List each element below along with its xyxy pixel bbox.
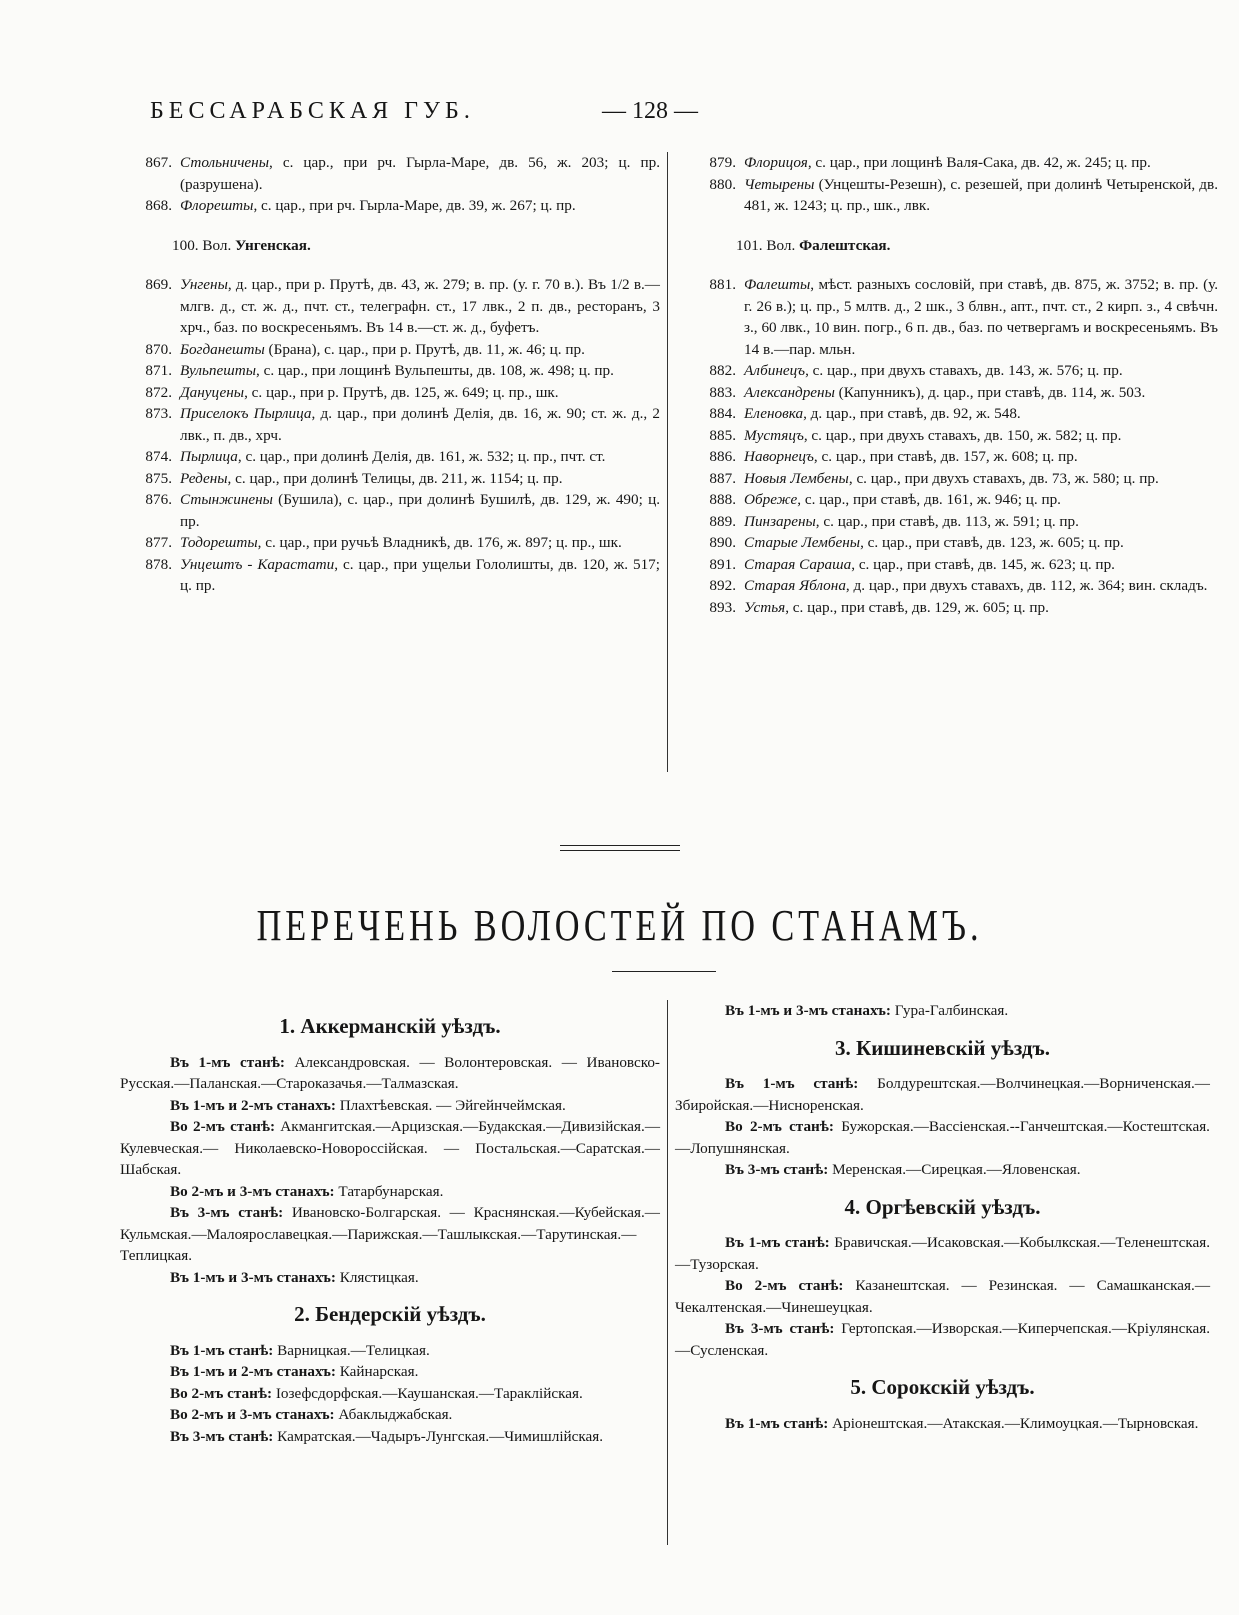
place-name: Старые Лембены bbox=[744, 534, 861, 551]
stan-label: Въ 3-мъ станѣ: bbox=[725, 1320, 835, 1337]
entry-number: 876. bbox=[145, 491, 172, 508]
place-name: Новыя Лембены bbox=[744, 469, 849, 487]
stan-paragraph bbox=[675, 1159, 1210, 1181]
entry-number: 888. bbox=[709, 491, 736, 508]
place-entry bbox=[684, 597, 1218, 619]
column-divider bbox=[667, 152, 668, 772]
place-entry bbox=[684, 152, 1218, 174]
place-name: Вульпешты bbox=[180, 362, 256, 379]
uezd-soroki-paras bbox=[675, 1413, 1210, 1435]
column-divider-lower bbox=[667, 1000, 668, 1545]
place-entry bbox=[684, 532, 1218, 554]
place-name: Старая Сараша bbox=[744, 555, 852, 573]
entry-number: 886. bbox=[709, 448, 736, 465]
entry-number: 879. bbox=[709, 154, 736, 171]
entry-text bbox=[744, 152, 1218, 174]
entry-text bbox=[744, 274, 1218, 360]
volost-list: Татарбунарская. bbox=[334, 1182, 444, 1200]
entry-text bbox=[180, 554, 660, 597]
stan-paragraph bbox=[675, 1116, 1210, 1159]
uezd-akkerman-paras bbox=[120, 1052, 660, 1289]
place-entry bbox=[684, 174, 1218, 217]
place-name: Обреже bbox=[744, 491, 798, 508]
stan-paragraph bbox=[120, 1340, 660, 1362]
volost-list: Бравичская.—Исаковская.—Кобылкская.—Теленештская.—Тузорская. bbox=[675, 1234, 1210, 1273]
entry-number: 884. bbox=[709, 405, 736, 422]
place-details: , с. цар., при двухъ ставахъ, дв. 150, ж. 582; ц. пр. bbox=[803, 426, 1122, 444]
place-details: , с. цар., при р. Прутѣ, дв. 125, ж. 649; ц. пр., шк. bbox=[244, 383, 559, 401]
place-details: (Бушила), с. цар., при долинѣ Бушилѣ, дв. 129, ж. 490; ц. пр. bbox=[180, 491, 660, 530]
volost-list: Плахтѣевская. — Эйгейнчеймская. bbox=[335, 1096, 566, 1114]
entry-text bbox=[744, 597, 1218, 619]
stan-label: Въ 3-мъ станѣ: bbox=[170, 1427, 274, 1445]
stan-label: Въ 1-мъ и 2-мъ станахъ: bbox=[170, 1363, 336, 1380]
stan-label: Въ 1-мъ станѣ: bbox=[170, 1341, 274, 1359]
uezd-title-orgeev: 4. Оргѣевскій уѣздъ. bbox=[844, 1194, 1041, 1219]
place-details: , с. цар., при рч. Гырла-Маре, дв. 39, ж. 267; ц. пр. bbox=[253, 197, 576, 214]
place-name: Александрены bbox=[744, 383, 835, 401]
place-name: Фалешты bbox=[744, 276, 811, 293]
place-details: , с. цар., при ручьѣ Владникѣ, дв. 176, ж. 897; ц. пр., шк. bbox=[257, 534, 622, 551]
stan-paragraph bbox=[120, 1202, 660, 1267]
entry-text bbox=[744, 360, 1218, 382]
volost-name: Фалештская. bbox=[799, 236, 891, 254]
place-details: (Капунникъ), д. цар., при ставѣ, дв. 114, ж. 503. bbox=[834, 383, 1146, 401]
place-details: , д. цар., при ставѣ, дв. 92, ж. 548. bbox=[803, 405, 1021, 422]
stan-paragraph bbox=[120, 1383, 660, 1405]
stan-paragraph bbox=[675, 1073, 1210, 1116]
place-name: Мустяцъ bbox=[744, 426, 804, 444]
stan-paragraph bbox=[120, 1361, 660, 1383]
stan-paragraph bbox=[675, 1232, 1210, 1275]
stan-label: Во 2-мъ станѣ: bbox=[725, 1277, 844, 1294]
place-entry bbox=[120, 152, 660, 195]
entry-text bbox=[744, 554, 1218, 576]
entry-text bbox=[180, 195, 660, 217]
entry-text bbox=[744, 425, 1218, 447]
volost-heading-100 bbox=[172, 235, 660, 257]
place-details: , с. цар., при ставѣ, дв. 129, ж. 605; ц. пр. bbox=[785, 598, 1049, 616]
place-entry bbox=[120, 195, 660, 217]
stan-paragraph bbox=[120, 1052, 660, 1095]
entry-text bbox=[180, 274, 660, 339]
place-name: Приселокъ Пырлица bbox=[180, 405, 312, 422]
entries-volost-100 bbox=[120, 274, 660, 597]
stan-label: Въ 1-мъ станѣ: bbox=[725, 1075, 859, 1092]
volost-list: Кайнарская. bbox=[335, 1363, 419, 1380]
section-title: ПЕРЕЧЕНЬ ВОЛОСТЕЙ ПО СТАНАМЪ. bbox=[256, 901, 983, 950]
place-entry bbox=[684, 274, 1218, 360]
stan-paragraph bbox=[120, 1181, 660, 1203]
entry-number: 873. bbox=[145, 405, 172, 422]
volost-heading-101 bbox=[736, 235, 1218, 257]
uezd-kishinev-paras bbox=[675, 1073, 1210, 1181]
entry-text bbox=[180, 382, 660, 404]
place-entry bbox=[684, 468, 1218, 490]
stan-label: Въ 1-мъ и 3-мъ станахъ: bbox=[725, 1002, 891, 1019]
place-name: Еленовка bbox=[744, 405, 804, 422]
place-name: Албинецъ bbox=[744, 362, 806, 379]
entry-text bbox=[744, 174, 1218, 217]
uezd-title-bender: 2. Бендерскій уѣздъ. bbox=[294, 1302, 486, 1326]
volost-list: Акмангитская.—Арцизская.—Будакская.—Дивизійская.—Кулевческая.— Николаевско-Новороссійская. — Постальская.—Саратская.—Шабская. bbox=[120, 1118, 661, 1178]
volost-list: Аріонештская.—Атакская.—Климоуцкая.—Тырновская. bbox=[828, 1414, 1199, 1432]
place-name: Наворнецъ bbox=[744, 448, 814, 465]
volost-list: Абаклыджабская. bbox=[334, 1406, 453, 1423]
place-entry bbox=[684, 360, 1218, 382]
entry-number: 883. bbox=[709, 383, 736, 401]
stan-label: Во 2-мъ станѣ: bbox=[725, 1118, 834, 1135]
place-details: , с. цар., при двухъ ставахъ, дв. 143, ж. 576; ц. пр. bbox=[805, 362, 1123, 379]
volost-label: Вол. bbox=[202, 236, 232, 254]
volost-number: 101. bbox=[736, 236, 763, 254]
place-details: , с. цар., при лощинѣ Валя-Сака, дв. 42, ж. 245; ц. пр. bbox=[807, 154, 1151, 171]
place-details: , с. цар., при долинѣ Делія, дв. 161, ж. 532; ц. пр., пчт. ст. bbox=[237, 448, 606, 465]
stan-label: Въ 3-мъ станѣ: bbox=[725, 1161, 829, 1178]
place-entry bbox=[684, 511, 1218, 533]
entry-text bbox=[180, 468, 660, 490]
left-column bbox=[120, 152, 660, 597]
volost-list: Варницкая.—Телицкая. bbox=[273, 1341, 430, 1359]
stan-label: Въ 1-мъ и 2-мъ станахъ: bbox=[170, 1096, 336, 1114]
entry-number: 874. bbox=[145, 448, 172, 465]
entry-number: 868. bbox=[145, 197, 172, 214]
volost-list: Камратская.—Чадыръ-Лунгская.—Чимишлійская. bbox=[273, 1427, 604, 1445]
entry-number: 872. bbox=[145, 383, 172, 401]
running-title: БЕССАРАБСКАЯ ГУБ. bbox=[150, 98, 475, 124]
volost-list: Ивановско-Болгарская. — Краснянская.—Кубейская.—Кульмская.—Малоярославецкая.—Парижская.—Ташлыкская.—Тарутинская.—Теплицкая. bbox=[120, 1204, 660, 1264]
place-name: Устья bbox=[744, 598, 786, 616]
stan-label: Въ 1-мъ станѣ: bbox=[725, 1414, 829, 1432]
stan-paragraph bbox=[120, 1116, 660, 1181]
volost-label: Вол. bbox=[766, 236, 796, 254]
place-name: Богданешты bbox=[180, 340, 265, 358]
entry-text bbox=[744, 446, 1218, 468]
entry-text bbox=[180, 152, 660, 195]
entry-number: 869. bbox=[145, 276, 172, 293]
volost-list: Гура-Галбинская. bbox=[890, 1002, 1009, 1019]
stan-label: Въ 1-мъ и 3-мъ станахъ: bbox=[170, 1268, 336, 1286]
entry-number: 882. bbox=[709, 362, 736, 379]
place-name: Стольничены bbox=[180, 154, 269, 171]
place-entry bbox=[120, 446, 660, 468]
place-details: , с. цар., при ставѣ, дв. 157, ж. 608; ц. пр. bbox=[813, 448, 1078, 465]
stan-paragraph bbox=[675, 1275, 1210, 1318]
place-name: Редены bbox=[180, 469, 228, 487]
entry-number: 889. bbox=[709, 512, 736, 530]
entry-number: 893. bbox=[709, 598, 736, 616]
stan-paragraph bbox=[120, 1426, 660, 1448]
place-entry bbox=[120, 532, 660, 554]
stan-paragraph bbox=[675, 1413, 1210, 1435]
entry-number: 880. bbox=[709, 175, 736, 193]
entry-number: 867. bbox=[145, 154, 172, 171]
place-entry bbox=[684, 575, 1218, 597]
volost-number: 100. bbox=[172, 236, 199, 254]
volost-list: Бужорская.—Вассіенская.--Ганчештская.—Костештская.—Лопушнянская. bbox=[675, 1118, 1210, 1157]
entry-number: 878. bbox=[145, 555, 172, 573]
volost-list: Гертопская.—Изворская.—Киперчепская.—Кріулянская.—Сусленская. bbox=[675, 1320, 1210, 1359]
place-details: , д. цар., при долинѣ Делія, дв. 16, ж. 90; ст. ж. д., 2 лвк., п. дв., хрч. bbox=[180, 405, 660, 444]
place-name: Унцештъ - Карастати bbox=[180, 555, 335, 573]
entry-number: 891. bbox=[709, 555, 736, 573]
stan-label: Въ 1-мъ станѣ: bbox=[725, 1234, 830, 1251]
place-details: (Брана), с. цар., при р. Прутѣ, дв. 11, ж. 46; ц. пр. bbox=[264, 340, 585, 358]
place-entry bbox=[120, 274, 660, 339]
place-entry bbox=[684, 489, 1218, 511]
place-entry bbox=[120, 360, 660, 382]
place-details: (Унцешты-Резешн), с. резешей, при долинѣ Четыренской, дв. 481, ж. 1243; ц. пр., шк., лвк. bbox=[744, 175, 1218, 214]
stan-label: Въ 1-мъ станѣ: bbox=[170, 1053, 285, 1071]
entry-text bbox=[180, 532, 660, 554]
stan-label: Во 2-мъ и 3-мъ станахъ: bbox=[170, 1406, 335, 1423]
lower-left-column bbox=[120, 1000, 660, 1447]
entry-number: 885. bbox=[709, 426, 736, 444]
stan-label: Въ 3-мъ станѣ: bbox=[170, 1204, 284, 1221]
right-column bbox=[684, 152, 1218, 618]
place-details: , с. цар., при ущельи Гололишты, дв. 120, ж. 517; ц. пр. bbox=[180, 555, 660, 594]
place-details: , мѣст. разныхъ сословій, при ставѣ, дв. 875, ж. 3752; в. пр. (у. г. 26 в.); ц. пр., 5 млтв. д., 2 шк., 3 блвн., апт., пчт. ст., 2 кирп. з., 4 свѣчн. з., 60 лвк., 10 вин. погр., 6 п. дв., баз. по четвергамъ и воскресеньямъ. Въ 14 в.—пар. мльн. bbox=[744, 276, 1218, 358]
place-name: Дануцены bbox=[180, 383, 245, 401]
entry-number: 877. bbox=[145, 534, 172, 551]
place-name: Тодорешты bbox=[180, 534, 258, 551]
stan-label: Во 2-мъ станѣ: bbox=[170, 1118, 276, 1135]
entries-before-volost-101 bbox=[684, 152, 1218, 217]
place-name: Флорешты bbox=[180, 197, 254, 214]
place-entry bbox=[120, 489, 660, 532]
volost-list: Іозефсдорфская.—Каушанская.—Тараклійская. bbox=[272, 1384, 583, 1402]
uezd-title-akkerman: 1. Аккерманскій уѣздъ. bbox=[279, 1014, 501, 1038]
place-details: , с. цар., при лощинѣ Вульпешты, дв. 108, ж. 498; ц. пр. bbox=[255, 362, 614, 379]
place-name: Стынжинены bbox=[180, 491, 273, 508]
place-name: Пырлица bbox=[180, 448, 238, 465]
lower-right-column bbox=[675, 1000, 1210, 1434]
stan-label: Во 2-мъ и 3-мъ станахъ: bbox=[170, 1182, 335, 1200]
stan-paragraph bbox=[120, 1267, 660, 1289]
entry-number: 887. bbox=[709, 469, 736, 487]
entry-text bbox=[180, 339, 660, 361]
place-entry bbox=[684, 446, 1218, 468]
place-entry bbox=[120, 339, 660, 361]
entries-before-volost-100 bbox=[120, 152, 660, 217]
place-name: Флорицоя bbox=[744, 154, 808, 171]
volost-list: Клястицкая. bbox=[335, 1268, 419, 1286]
place-details: , с. цар., при двухъ ставахъ, дв. 73, ж. 580; ц. пр. bbox=[848, 469, 1159, 487]
entry-number: 890. bbox=[709, 534, 736, 551]
place-name: Унгены bbox=[180, 276, 228, 293]
volost-list: Александровская. — Волонтеровская. — Ивановско-Русская.—Паланская.—Староказачья.—Талмазская. bbox=[120, 1053, 660, 1092]
stan-paragraph bbox=[675, 1318, 1210, 1361]
entry-text bbox=[744, 511, 1218, 533]
place-entry bbox=[120, 554, 660, 597]
entry-text bbox=[744, 403, 1218, 425]
volost-list: Болдурештская.—Волчинецкая.—Ворниченская.—Збиройская.—Нисноренская. bbox=[675, 1075, 1210, 1114]
place-details: , д. цар., при двухъ ставахъ, дв. 112, ж. 364; вин. складъ. bbox=[845, 577, 1208, 594]
volost-list: Меренская.—Сирецкая.—Яловенская. bbox=[828, 1161, 1081, 1178]
place-entry bbox=[120, 403, 660, 446]
stan-paragraph bbox=[120, 1404, 660, 1426]
title-underline bbox=[612, 971, 716, 972]
entry-text bbox=[744, 468, 1218, 490]
uezd-title-kishinev: 3. Кишиневскій уѣздъ. bbox=[834, 1035, 1051, 1060]
uezd-bender-paras bbox=[120, 1340, 660, 1448]
place-name: Четырены bbox=[744, 175, 815, 193]
place-entry bbox=[120, 382, 660, 404]
place-entry bbox=[684, 403, 1218, 425]
place-details: , с. цар., при рч. Гырла-Маре, дв. 56, ж. 203; ц. пр. (разрушена). bbox=[180, 154, 660, 193]
place-details: , с. цар., при долинѣ Телицы, дв. 211, ж. 1154; ц. пр. bbox=[227, 469, 563, 487]
entry-text bbox=[180, 403, 660, 446]
uezd-orgeev-paras bbox=[675, 1232, 1210, 1361]
entry-text bbox=[744, 382, 1218, 404]
entry-text bbox=[744, 532, 1218, 554]
entry-text bbox=[744, 489, 1218, 511]
place-name: Пинзарены bbox=[744, 512, 816, 530]
place-name: Старая Яблона bbox=[744, 577, 846, 594]
place-details: , с. цар., при ставѣ, дв. 145, ж. 623; ц. пр. bbox=[851, 555, 1115, 573]
page-header bbox=[150, 98, 1210, 130]
entry-text bbox=[744, 575, 1218, 597]
place-details: , д. цар., при р. Прутѣ, дв. 43, ж. 279; в. пр. (у. г. 70 в.). Въ 1/2 в.—млгв. д., ст. ж. д., пчт. ст., телеграфн. ст., 17 лвк., 2 п. дв., ресторанъ, 3 хрч., баз. по воскресеньямъ. Въ 14 в.—ст. ж. д., буфетъ. bbox=[180, 276, 660, 336]
place-entry bbox=[684, 425, 1218, 447]
entry-number: 875. bbox=[145, 469, 172, 487]
entry-number: 871. bbox=[145, 362, 172, 379]
place-entry bbox=[684, 382, 1218, 404]
entry-text bbox=[180, 360, 660, 382]
place-details: , с. цар., при ставѣ, дв. 123, ж. 605; ц. пр. bbox=[860, 534, 1124, 551]
double-rule bbox=[560, 845, 680, 851]
volost-name: Унгенская. bbox=[235, 236, 311, 254]
place-entry bbox=[120, 468, 660, 490]
entries-volost-101 bbox=[684, 274, 1218, 618]
page-number: — 128 — bbox=[602, 98, 698, 124]
entry-number: 870. bbox=[145, 340, 172, 358]
place-details: , с. цар., при ставѣ, дв. 113, ж. 591; ц. пр. bbox=[815, 512, 1079, 530]
stan-label: Во 2-мъ станѣ: bbox=[170, 1384, 273, 1402]
place-details: , с. цар., при ставѣ, дв. 161, ж. 946; ц. пр. bbox=[797, 491, 1061, 508]
stan-paragraph bbox=[120, 1095, 660, 1117]
uezd-title-soroki: 5. Сорокскій уѣздъ. bbox=[850, 1375, 1035, 1399]
entry-text bbox=[180, 446, 660, 468]
volost-list: Казанештская. — Резинская. — Самашканская.—Чекалтенская.—Чинешеуцкая. bbox=[675, 1277, 1211, 1316]
entry-text bbox=[180, 489, 660, 532]
entry-number: 881. bbox=[709, 276, 736, 293]
bender-continuation bbox=[675, 1000, 1210, 1022]
entry-number: 892. bbox=[709, 577, 736, 594]
place-entry bbox=[684, 554, 1218, 576]
